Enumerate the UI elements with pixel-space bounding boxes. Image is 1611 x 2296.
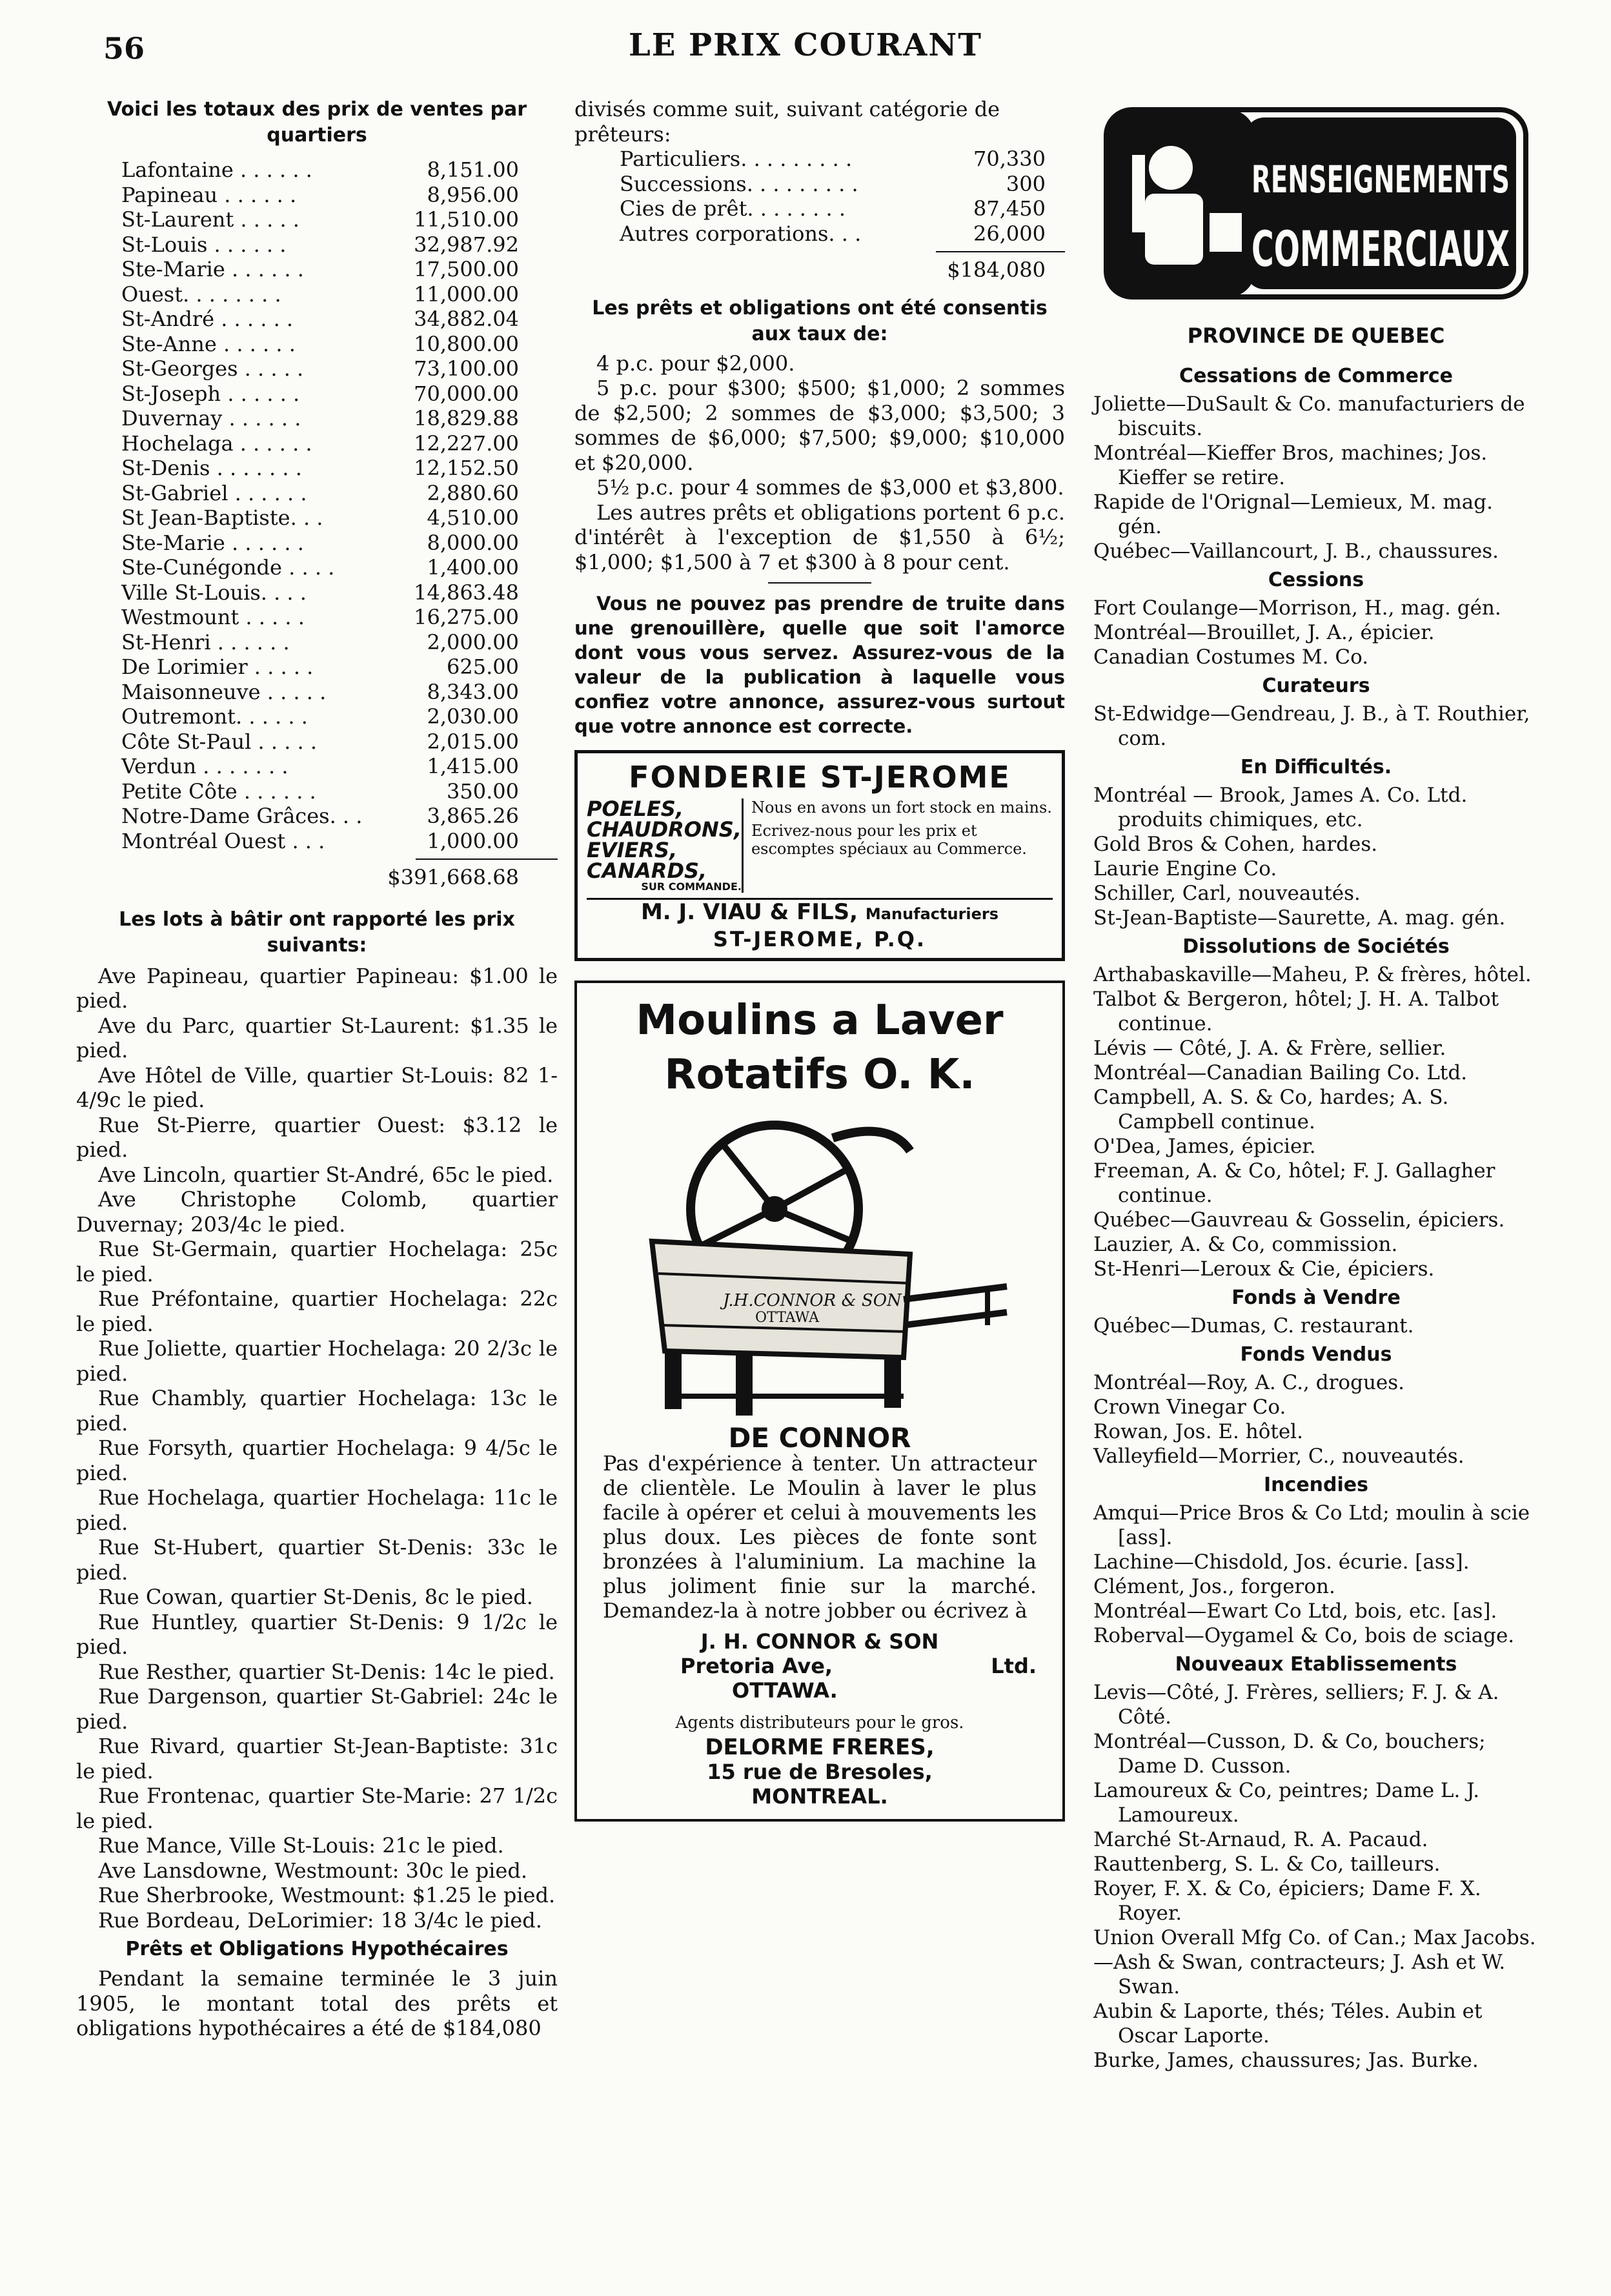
section-entry: Montréal—Roy, A. C., drogues. bbox=[1093, 1371, 1405, 1394]
moulins-address: Pretoria Ave, Ltd. bbox=[680, 1653, 1037, 1678]
section-entry: Montréal—Brouillet, J. A., épicier. bbox=[1093, 621, 1435, 644]
section-entry: Montréal—Cusson, D. & Co, bouchers; Dame D. Cusson. bbox=[1093, 1730, 1486, 1778]
taux-entry: 5½ p.c. pour 4 sommes de $3,000 et $3,800. bbox=[596, 475, 1064, 500]
quartier-row: Montréal Ouest . . . 1,000.00 bbox=[121, 828, 519, 853]
washing-machine-illustration bbox=[626, 1112, 1013, 1416]
section-heading: Cessions bbox=[1268, 569, 1364, 591]
preteurs-table bbox=[574, 147, 1065, 246]
preteurs-intro: divisés comme suit, suivant catégorie de prêteurs: bbox=[574, 97, 1000, 147]
quartier-row: Hochelaga . . . . . . 12,227.00 bbox=[121, 431, 519, 456]
quartier-row: De Lorimier . . . . . 625.00 bbox=[121, 655, 519, 679]
section-entry: Joliette—DuSault & Co. manufacturiers de biscuits. bbox=[1093, 392, 1525, 440]
quartier-row: Ste-Marie . . . . . . 17,500.00 bbox=[121, 257, 519, 281]
section-entry: Québec—Gauvreau & Gosselin, épiciers. bbox=[1093, 1208, 1505, 1232]
lot-entry: Rue Dargenson, quartier St-Gabriel: 24c le pied. bbox=[76, 1684, 558, 1734]
preteurs-total: $184,080 bbox=[947, 258, 1046, 282]
moulins-body: Pas d'expérience à tenter. Un attracteur de clientèle. Le Moulin à laver le plus facile à opérer et celui à mouvements les plus doux. Les pièces de fonte sont bronzées à l'aluminium. La machine la plus joliment finie sur la marché. Demandez-la à notre jobber ou écrivez à bbox=[603, 1450, 1037, 1623]
section-entry: —Ash & Swan, contracteurs; J. Ash et W. Swan. bbox=[1093, 1951, 1506, 1998]
quartier-row: Verdun . . . . . . . 1,415.00 bbox=[121, 754, 519, 778]
heading-taux-2: aux taux de: bbox=[751, 322, 888, 345]
quartier-row: St-Henri . . . . . . 2,000.00 bbox=[121, 629, 519, 655]
lot-entry: Rue Resther, quartier St-Denis: 14c le pied. bbox=[98, 1659, 555, 1684]
prets-paragraph: Pendant la semaine terminée le 3 juin 1905, le montant total des prêts et obligations hypothécaires a été de $184,080 bbox=[76, 1966, 558, 2040]
section-entry: Rauttenberg, S. L. & Co, tailleurs. bbox=[1093, 1853, 1441, 1876]
agent-address: 15 rue de Bresoles, bbox=[707, 1760, 933, 1784]
quartier-row: St Jean-Baptiste. . . 4,510.00 bbox=[121, 505, 519, 530]
lot-entry: Rue St-Germain, quartier Hochelaga: 25c le pied. bbox=[76, 1237, 558, 1286]
lot-entry: Ave Hôtel de Ville, quartier St-Louis: 82 1-4/9c le pied. bbox=[76, 1062, 558, 1112]
quartier-row: Ste-Marie . . . . . . 8,000.00 bbox=[121, 530, 519, 555]
fonderie-town: ST-JEROME, P.Q. bbox=[713, 926, 927, 951]
quartier-row: Lafontaine . . . . . . 8,151.00 bbox=[121, 157, 519, 182]
lot-entry: Rue Mance, Ville St-Louis: 21c le pied. bbox=[98, 1833, 504, 1858]
quartier-row: Maisonneuve . . . . . 8,343.00 bbox=[121, 679, 519, 704]
section-entry: St-Henri—Leroux & Cie, épiciers. bbox=[1093, 1257, 1435, 1281]
quartier-row: St-Joseph . . . . . . 70,000.00 bbox=[121, 381, 519, 406]
section-heading: Cessations de Commerce bbox=[1179, 365, 1453, 387]
agent-city: MONTREAL. bbox=[751, 1784, 888, 1809]
lot-entry: Rue Sherbrooke, Westmount: $1.25 le pied. bbox=[98, 1883, 556, 1907]
section-heading: Fonds Vendus bbox=[1240, 1343, 1392, 1366]
fonderie-maker: M. J. VIAU & FILS, Manufacturiers bbox=[587, 898, 1053, 927]
section-entry: O'Dea, James, épicier. bbox=[1093, 1135, 1316, 1158]
section-heading: Nouveaux Etablissements bbox=[1175, 1653, 1457, 1676]
taux-entry: Les autres prêts et obligations portent 6 p.c. d'intérêt à l'exception de $1,550 à 6½; $1,000; $1,500 à 7 et $300 à 8 pour cent. bbox=[574, 500, 1065, 574]
column-3 bbox=[1093, 97, 1539, 2073]
section-entry: Fort Coulange—Morrison, H., mag. gén. bbox=[1093, 596, 1501, 620]
section-entry: Burke, James, chaussures; Jas. Burke. bbox=[1093, 2049, 1479, 2072]
lot-entry: Rue St-Hubert, quartier St-Denis: 33c le pied. bbox=[76, 1535, 558, 1585]
quartier-row: St-Gabriel . . . . . . 2,880.60 bbox=[121, 480, 519, 505]
section-heading: En Difficultés. bbox=[1240, 756, 1392, 778]
column-2 bbox=[574, 97, 1065, 1822]
moulins-agents: Agents distributeurs pour le gros. bbox=[675, 1712, 964, 1732]
quartier-row: Westmount . . . . . 16,275.00 bbox=[121, 605, 519, 629]
preteur-row: Particuliers. . . . . . . . . 70,330 bbox=[620, 147, 1046, 171]
section-entry: Montréal—Kieffer Bros, machines; Jos. Kieffer se retire. bbox=[1093, 442, 1488, 489]
quartier-row: Petite Côte . . . . . . 350.00 bbox=[121, 778, 519, 804]
quartier-row: St-Georges . . . . . 73,100.00 bbox=[121, 356, 519, 381]
section-entry: Marché St-Arnaud, R. A. Pacaud. bbox=[1093, 1828, 1428, 1851]
heading-lots: Les lots à bâtir ont rapporté les prix bbox=[119, 908, 515, 931]
page-number: 56 bbox=[103, 31, 145, 66]
lot-entry: Rue Forsyth, quartier Hochelaga: 9 4/5c le pied. bbox=[76, 1436, 558, 1485]
lot-entry: Rue Frontenac, quartier Ste-Marie: 27 1/2c le pied. bbox=[76, 1783, 558, 1833]
lots-list bbox=[76, 964, 558, 1933]
section-entry: Lauzier, A. & Co, commission. bbox=[1093, 1233, 1398, 1256]
section-entry: Lachine—Chisdold, Jos. écurie. [ass]. bbox=[1093, 1550, 1470, 1574]
section-entry: St-Edwidge—Gendreau, J. B., à T. Routhier, com. bbox=[1093, 702, 1530, 750]
section-entry: Roberval—Oygamel & Co, bois de sciage. bbox=[1093, 1624, 1515, 1647]
preteur-row: Successions. . . . . . . . . 300 bbox=[620, 171, 1046, 196]
quartier-row: St-Laurent . . . . . 11,510.00 bbox=[121, 207, 519, 232]
renseignements-sections bbox=[1093, 363, 1539, 2073]
section-entry: Lamoureux & Co, peintres; Dame L. J. Lamoureux. bbox=[1093, 1779, 1480, 1827]
section-entry: Clément, Jos., forgeron. bbox=[1093, 1575, 1335, 1598]
lot-entry: Rue Joliette, quartier Hochelaga: 20 2/3c le pied. bbox=[76, 1336, 558, 1386]
section-entry: Freeman, A. & Co, hôtel; F. J. Gallagher continue. bbox=[1093, 1159, 1495, 1207]
lot-entry: Ave Lansdowne, Westmount: 30c le pied. bbox=[98, 1858, 527, 1883]
section-heading: Dissolutions de Sociétés bbox=[1182, 935, 1450, 958]
divider bbox=[768, 582, 871, 584]
quartier-row: Ville St-Louis. . . . 14,863.48 bbox=[121, 580, 519, 605]
total-rule bbox=[416, 858, 558, 860]
lot-entry: Rue Bordeau, DeLorimier: 18 3/4c le pied. bbox=[98, 1907, 542, 1933]
heading-prets: Prêts et Obligations Hypothécaires bbox=[125, 1938, 509, 1960]
section-heading: Incendies bbox=[1264, 1474, 1368, 1496]
section-entry: Québec—Dumas, C. restaurant. bbox=[1093, 1314, 1414, 1337]
section-entry: Arthabaskaville—Maheu, P. & frères, hôtel. bbox=[1093, 963, 1532, 986]
section-entry: Crown Vinegar Co. bbox=[1093, 1396, 1286, 1419]
section-heading: Fonds à Vendre bbox=[1231, 1286, 1401, 1309]
quartier-row: Ouest. . . . . . . . 11,000.00 bbox=[121, 281, 519, 307]
renseignements-logo bbox=[1093, 97, 1539, 310]
quartier-row: Ste-Cunégonde . . . . 1,400.00 bbox=[121, 555, 519, 580]
machine-label-1: J.H.CONNOR & SON bbox=[723, 1291, 902, 1310]
preteurs-rule bbox=[936, 251, 1065, 252]
section-entry: Québec—Vaillancourt, J. B., chaussures. bbox=[1093, 540, 1499, 563]
section-heading: Curateurs bbox=[1262, 675, 1370, 697]
fonderie-notes: Nous en avons un fort stock en mains. Ecrivez-nous pour les prix et escomptes spéciaux au Commerce. bbox=[742, 798, 1053, 893]
lot-entry: Rue Cowan, quartier St-Denis, 8c le pied. bbox=[98, 1585, 533, 1609]
section-entry: Campbell, A. S. & Co, hardes; A. S. Campbell continue. bbox=[1093, 1086, 1449, 1133]
section-entry: Talbot & Bergeron, hôtel; J. H. A. Talbot continue. bbox=[1093, 988, 1499, 1035]
logo-line-2: COMMERCIAUX bbox=[1251, 220, 1510, 278]
heading-taux: Les prêts et obligations ont été consentis bbox=[592, 296, 1048, 320]
section-entry: Amqui—Price Bros & Co Ltd; moulin à scie [ass]. bbox=[1093, 1501, 1530, 1549]
lot-entry: Rue St-Pierre, quartier Ouest: $3.12 le pied. bbox=[76, 1112, 558, 1162]
heading-totaux: Voici les totaux des prix de ventes par bbox=[106, 98, 527, 121]
lot-entry: Rue Rivard, quartier St-Jean-Baptiste: 31c le pied. bbox=[76, 1734, 558, 1783]
heading-lots-2: suivants: bbox=[267, 933, 367, 957]
moulins-brand: DE CONNOR bbox=[728, 1422, 911, 1454]
section-entry: Royer, F. X. & Co, épiciers; Dame F. X. Royer. bbox=[1093, 1877, 1481, 1925]
column-1 bbox=[76, 97, 558, 2041]
moulins-ad bbox=[574, 980, 1065, 1822]
lot-entry: Ave Christophe Colomb, quartier Duvernay; 203/4c le pied. bbox=[76, 1187, 558, 1237]
section-entry: Aubin & Laporte, thés; Téles. Aubin et Oscar Laporte. bbox=[1093, 2000, 1483, 2047]
logo-line-1: RENSEIGNEMENTS bbox=[1251, 157, 1510, 201]
moulins-title-2: Rotatifs O. K. bbox=[664, 1051, 975, 1099]
section-entry: Canadian Costumes M. Co. bbox=[1093, 645, 1369, 669]
fonderie-ad bbox=[574, 750, 1065, 961]
section-entry: Schiller, Carl, nouveautés. bbox=[1093, 882, 1361, 905]
section-entry: Lévis — Côté, J. A. & Frère, sellier. bbox=[1093, 1037, 1446, 1060]
section-entry: Union Overall Mfg Co. of Can.; Max Jacobs. bbox=[1093, 1926, 1536, 1949]
section-entry: Valleyfield—Morrier, C., nouveautés. bbox=[1093, 1445, 1464, 1468]
section-entry: Levis—Côté, J. Frères, selliers; F. J. & A. Côté. bbox=[1093, 1681, 1499, 1729]
quartier-row: St-André . . . . . . 34,882.04 bbox=[121, 307, 519, 331]
quartier-row: St-Denis . . . . . . . 12,152.50 bbox=[121, 456, 519, 480]
taux-entry: 4 p.c. pour $2,000. bbox=[596, 350, 795, 376]
quartiers-table bbox=[76, 157, 558, 853]
section-entry: Gold Bros & Cohen, hardes. bbox=[1093, 833, 1378, 856]
quartier-row: St-Louis . . . . . . 32,987.92 bbox=[121, 232, 519, 257]
machine-label-2: OTTAWA bbox=[755, 1310, 819, 1326]
taux-entry: 5 p.c. pour $300; $500; $1,000; 2 sommes de $2,500; 2 sommes de $3,000; $3,500; 3 sommes de $6,000; $7,500; $9,000; $10,000 et $20,000. bbox=[574, 376, 1065, 475]
section-entry: Montréal—Ewart Co Ltd, bois, etc. [as]. bbox=[1093, 1600, 1497, 1623]
lot-entry: Rue Hochelaga, quartier Hochelaga: 11c le pied. bbox=[76, 1485, 558, 1535]
quartiers-total: $391,668.68 bbox=[387, 865, 519, 889]
section-entry: Rapide de l'Orignal—Lemieux, M. mag. gén. bbox=[1093, 491, 1493, 538]
section-entry: St-Jean-Baptiste—Saurette, A. mag. gén. bbox=[1093, 906, 1506, 930]
quartier-row: Duvernay . . . . . . 18,829.88 bbox=[121, 406, 519, 431]
notice-paragraph: Vous ne pouvez pas prendre de truite dans une grenouillère, quelle que soit l'amorce dont vous vous servez. Assurez-vous de la valeur de la publication à laquelle vous confiez votre annonce, assurez-vous surtout que votre annonce est correcte. bbox=[574, 593, 1065, 737]
page-title: LE PRIX COURANT bbox=[628, 27, 983, 63]
section-entry: Montréal — Brook, James A. Co. Ltd. produits chimiques, etc. bbox=[1093, 784, 1468, 831]
quartier-row: Côte St-Paul . . . . . 2,015.00 bbox=[121, 729, 519, 754]
section-entry: Rowan, Jos. E. hôtel. bbox=[1093, 1420, 1303, 1443]
quartier-row: Ste-Anne . . . . . . 10,800.00 bbox=[121, 331, 519, 356]
lot-entry: Ave Papineau, quartier Papineau: $1.00 le pied. bbox=[76, 963, 558, 1013]
province-heading: PROVINCE DE QUEBEC bbox=[1187, 323, 1445, 348]
fonderie-products: POELES, CHAUDRONS, EVIERS, CANARDS, SUR COMMANDE. bbox=[587, 797, 742, 893]
taux-list bbox=[574, 351, 1065, 575]
moulins-city: OTTAWA. bbox=[732, 1678, 838, 1703]
heading-quartiers: quartiers bbox=[267, 124, 367, 147]
fonderie-title: FONDERIE ST-JEROME bbox=[629, 760, 1011, 795]
moulins-firm: J. H. CONNOR & SON bbox=[700, 1629, 939, 1654]
lot-entry: Rue Huntley, quartier St-Denis: 9 1/2c le pied. bbox=[76, 1609, 558, 1659]
preteur-row: Autres corporations. . . 26,000 bbox=[620, 221, 1046, 246]
moulins-title-1: Moulins a Laver bbox=[636, 997, 1004, 1044]
section-entry: Montréal—Canadian Bailing Co. Ltd. bbox=[1093, 1061, 1468, 1084]
lot-entry: Rue Chambly, quartier Hochelaga: 13c le pied. bbox=[76, 1386, 558, 1436]
lot-entry: Rue Préfontaine, quartier Hochelaga: 22c le pied. bbox=[76, 1286, 558, 1336]
quartier-row: Papineau . . . . . . 8,956.00 bbox=[121, 182, 519, 207]
agent-firm: DELORME FRERES, bbox=[705, 1734, 935, 1760]
section-entry: Laurie Engine Co. bbox=[1093, 857, 1277, 880]
preteur-row: Cies de prêt. . . . . . . . 87,450 bbox=[620, 196, 1046, 221]
lot-entry: Ave Lincoln, quartier St-André, 65c le pied. bbox=[98, 1162, 554, 1187]
quartier-row: Outremont. . . . . . 2,030.00 bbox=[121, 704, 519, 729]
lot-entry: Ave du Parc, quartier St-Laurent: $1.35 le pied. bbox=[76, 1013, 558, 1062]
quartier-row: Notre-Dame Grâces. . . 3,865.26 bbox=[121, 804, 519, 828]
